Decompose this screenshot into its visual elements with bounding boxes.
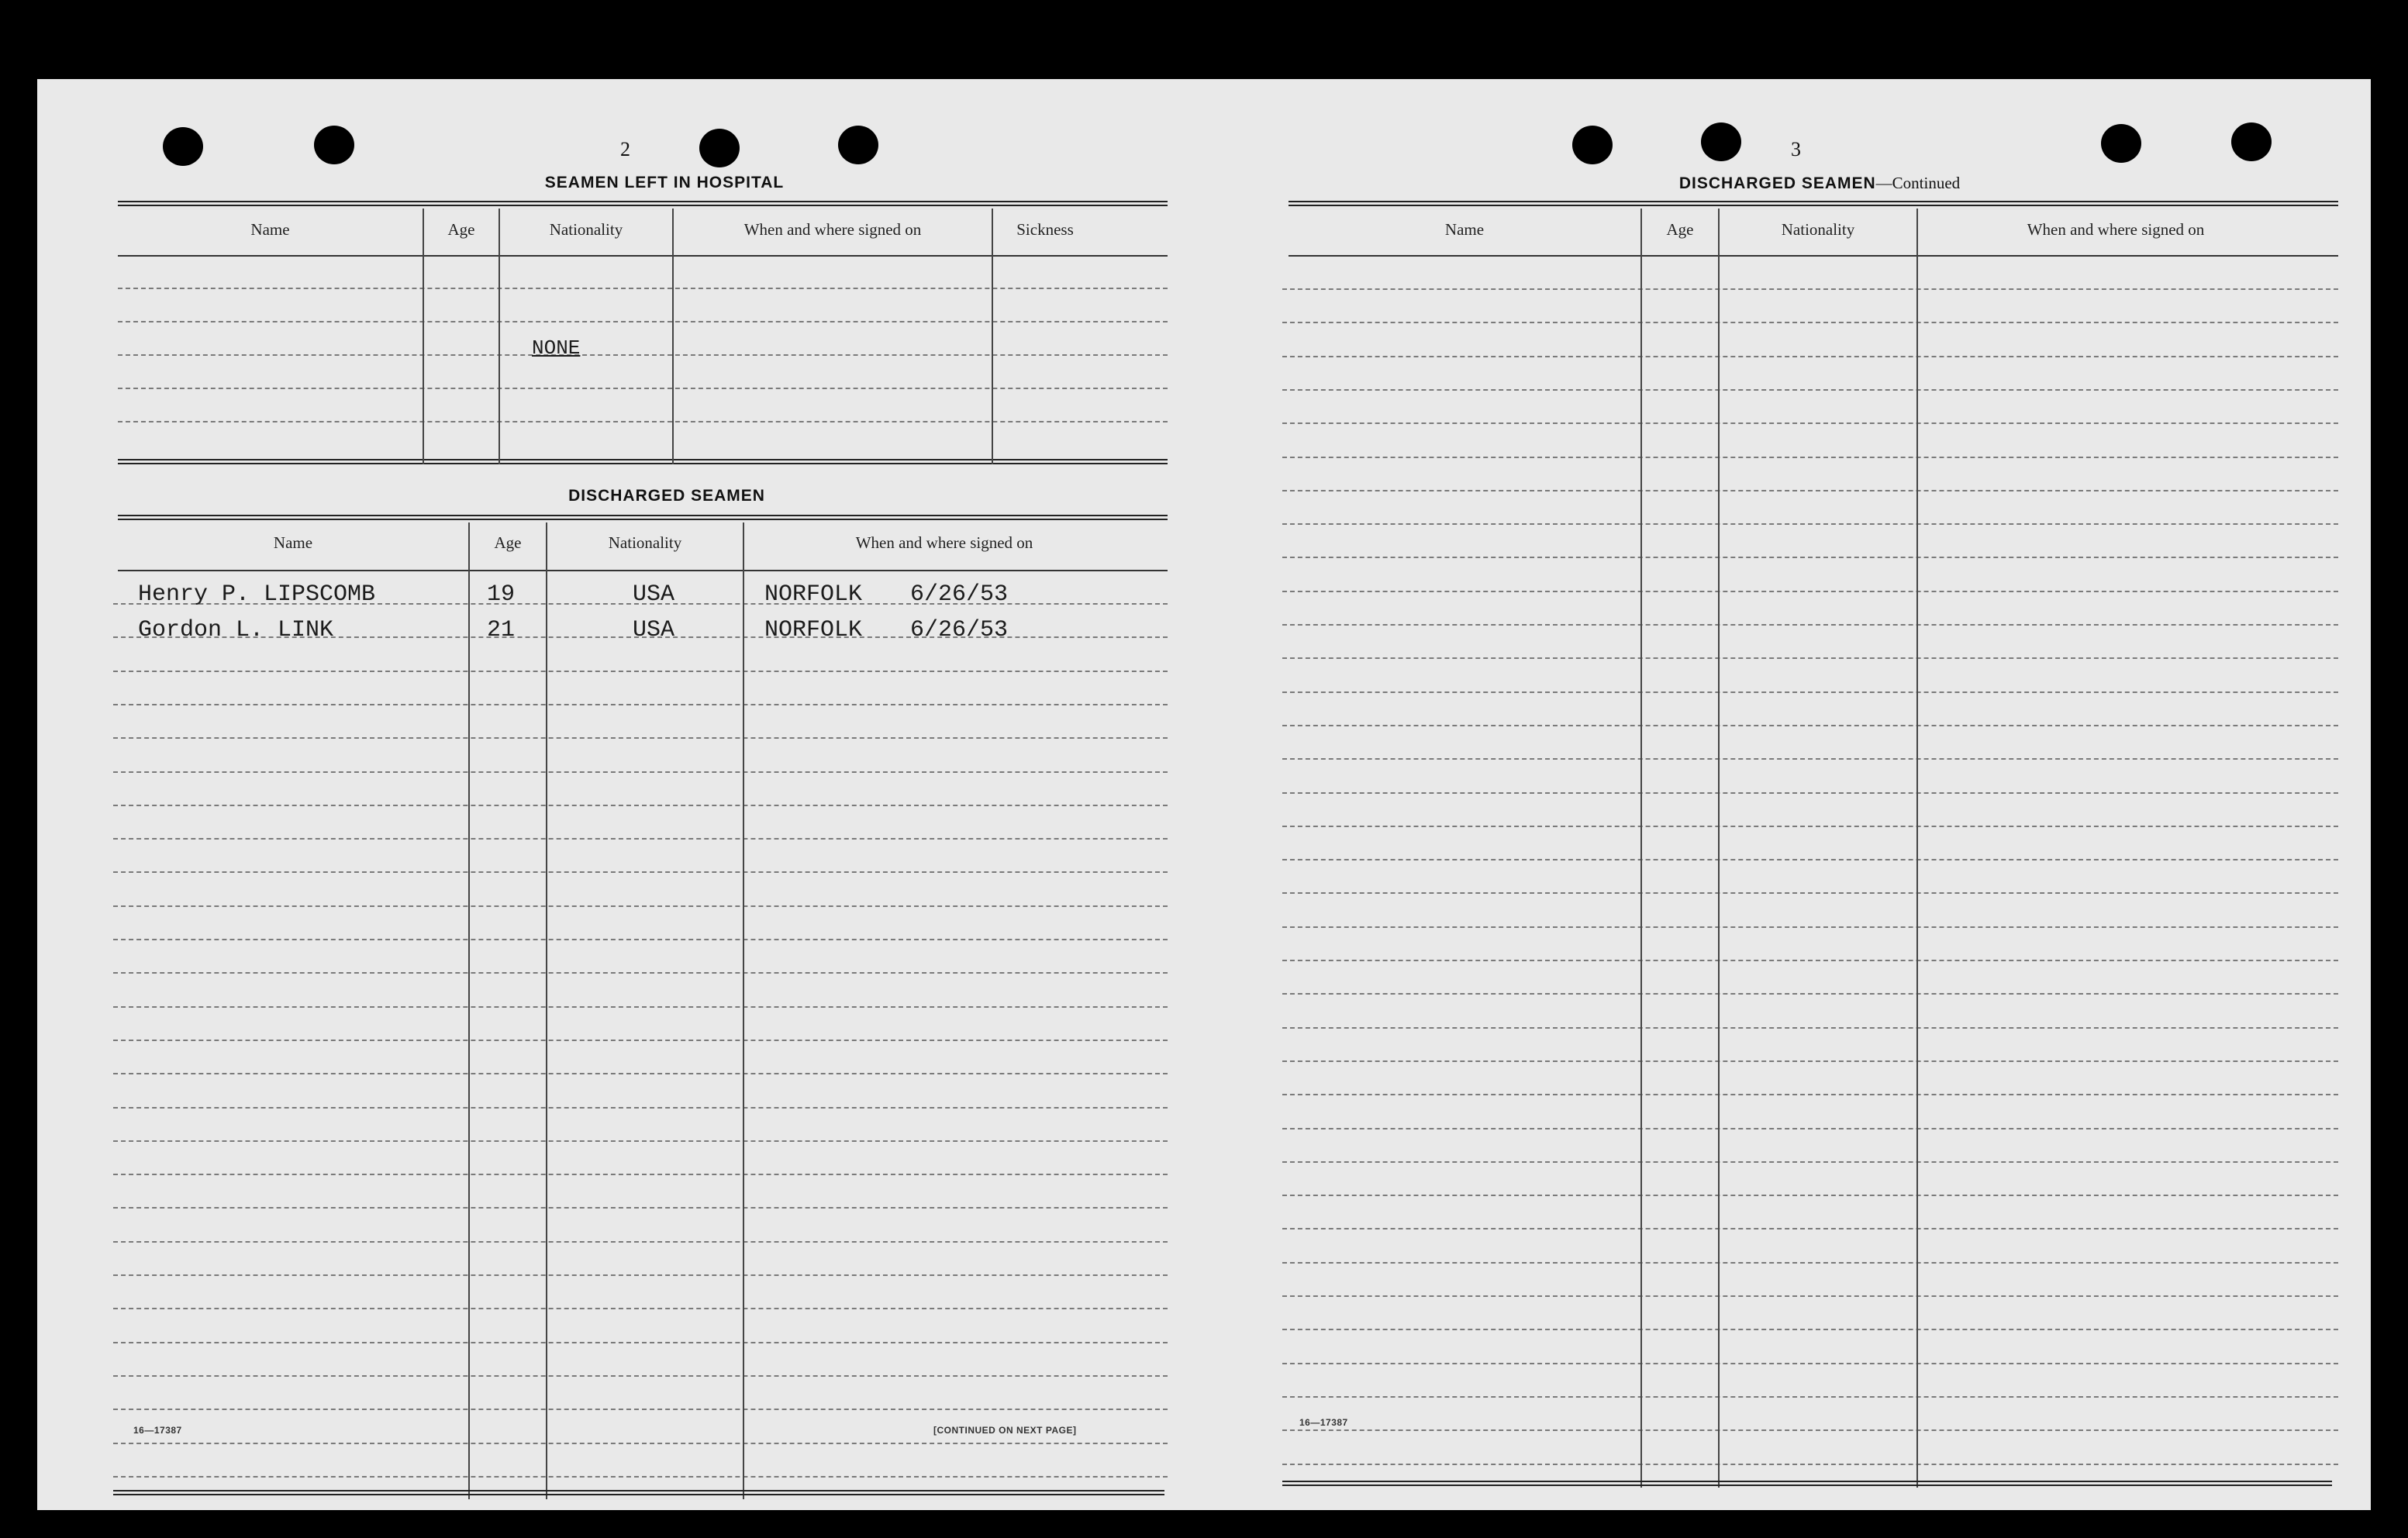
double-rule	[118, 459, 1168, 464]
double-rule	[118, 515, 1168, 520]
ruled-line	[1282, 591, 2338, 592]
double-rule	[1289, 201, 2338, 206]
ruled-line	[1282, 892, 2338, 894]
ruled-line	[113, 1207, 1168, 1209]
punch-hole	[1572, 126, 1613, 164]
column-header-name: Name	[1444, 220, 1485, 239]
signed-on-place: NORFOLK	[764, 617, 863, 643]
ruled-line	[118, 321, 1168, 322]
ruled-line	[113, 1040, 1168, 1041]
column-header-age: Age	[447, 220, 475, 239]
double-rule	[1282, 1481, 2332, 1486]
column-header-name: Name	[250, 220, 290, 239]
ruled-line	[1282, 758, 2338, 760]
column-divider	[1718, 209, 1720, 1488]
ruled-line	[1282, 1060, 2338, 1062]
ruled-line	[1282, 691, 2338, 693]
ruled-line	[113, 905, 1168, 907]
ruled-line	[113, 1140, 1168, 1142]
ruled-line	[1282, 389, 2338, 391]
hospital-section-title: SEAMEN LEFT IN HOSPITAL	[544, 174, 785, 191]
ruled-line	[113, 838, 1168, 840]
seaman-nationality: USA	[633, 581, 675, 608]
double-rule	[118, 201, 1168, 206]
ruled-line	[1282, 356, 2338, 357]
seaman-name: Gordon L. LINK	[138, 617, 334, 643]
ruled-line	[113, 805, 1168, 806]
punch-hole	[699, 129, 740, 167]
signed-on-date: 6/26/53	[910, 581, 1009, 608]
ruled-line	[1282, 1429, 2338, 1431]
ruled-line	[113, 1375, 1168, 1377]
ruled-line	[1282, 657, 2338, 659]
form-number: 16—17387	[133, 1425, 182, 1436]
ruled-line	[113, 1409, 1168, 1410]
column-header-when-where: When and where signed on	[743, 220, 922, 239]
column-divider	[1916, 209, 1918, 1488]
title-main: DISCHARGED SEAMEN	[1678, 174, 1876, 192]
ruled-line	[1282, 1228, 2338, 1229]
ruled-line	[1282, 457, 2338, 458]
discharged-section-title: DISCHARGED SEAMEN	[568, 487, 765, 505]
ruled-line	[113, 1006, 1168, 1008]
ruled-line	[1282, 490, 2338, 491]
signed-on-date: 6/26/53	[910, 617, 1009, 643]
ruled-line	[113, 1308, 1168, 1309]
ruled-line	[1282, 1464, 2338, 1465]
title-continued: —Continued	[1875, 174, 1961, 192]
ruled-line	[1282, 422, 2338, 424]
punch-hole	[163, 127, 203, 166]
ruled-line	[1282, 1396, 2338, 1398]
ruled-line	[113, 871, 1168, 873]
seaman-age: 21	[487, 617, 516, 643]
column-divider	[468, 522, 470, 1499]
column-header-nationality: Nationality	[1781, 220, 1855, 239]
ruled-line	[113, 939, 1168, 940]
column-header-sickness: Sickness	[1016, 220, 1074, 239]
ruled-line	[118, 388, 1168, 389]
ruled-line	[1282, 1329, 2338, 1330]
ruled-line	[113, 1476, 1168, 1478]
ruled-line	[1282, 792, 2338, 794]
column-header-when-where: When and where signed on	[2027, 220, 2205, 239]
ruled-line	[1282, 1161, 2338, 1163]
ruled-line	[113, 1174, 1168, 1175]
ruled-line	[1282, 1363, 2338, 1364]
right-page-number: 3	[1791, 138, 1801, 160]
punch-hole	[1701, 122, 1741, 161]
ruled-line	[1282, 993, 2338, 995]
column-divider	[423, 209, 424, 464]
column-divider	[546, 522, 547, 1499]
ruled-line	[118, 421, 1168, 422]
left-page-number: 2	[620, 138, 630, 160]
punch-hole	[314, 126, 354, 164]
ruled-line	[1282, 523, 2338, 525]
ruled-line	[1282, 1195, 2338, 1196]
ruled-line	[113, 671, 1168, 672]
column-header-nationality: Nationality	[608, 533, 682, 552]
column-divider	[743, 522, 744, 1499]
column-header-age: Age	[494, 533, 522, 552]
ruled-line	[113, 1241, 1168, 1243]
column-header-name: Name	[273, 533, 313, 552]
ruled-line	[113, 1107, 1168, 1109]
ruled-line	[113, 1073, 1168, 1074]
ruled-line	[1282, 859, 2338, 860]
column-divider	[1640, 209, 1642, 1488]
double-rule	[113, 1490, 1164, 1495]
ruled-line	[1282, 826, 2338, 827]
column-header-age: Age	[1666, 220, 1694, 239]
ruled-line	[113, 1443, 1168, 1444]
ruled-line	[113, 1274, 1168, 1276]
punch-hole	[2231, 122, 2272, 161]
column-divider	[672, 209, 674, 464]
ruled-line	[113, 1342, 1168, 1343]
ruled-line	[113, 704, 1168, 705]
document-sheet	[37, 79, 2371, 1510]
column-header-when-where: When and where signed on	[855, 533, 1033, 552]
ruled-line	[1282, 322, 2338, 323]
ruled-line	[1282, 1262, 2338, 1264]
seaman-nationality: USA	[633, 617, 675, 643]
ruled-line	[113, 972, 1168, 974]
hospital-none-entry: NONE	[532, 336, 581, 360]
ruled-line	[1282, 926, 2338, 928]
header-rule	[1289, 255, 2338, 257]
ruled-line	[113, 737, 1168, 739]
seaman-age: 19	[487, 581, 516, 608]
ruled-line	[1282, 1128, 2338, 1129]
ruled-line	[118, 354, 1168, 356]
punch-hole	[2101, 124, 2141, 163]
form-number: 16—17387	[1299, 1417, 1348, 1428]
ruled-line	[1282, 624, 2338, 626]
ruled-line	[1282, 288, 2338, 290]
continued-note: [CONTINUED ON NEXT PAGE]	[933, 1425, 1077, 1436]
column-header-nationality: Nationality	[549, 220, 623, 239]
signed-on-place: NORFOLK	[764, 581, 863, 608]
ruled-line	[1282, 1027, 2338, 1029]
ruled-line	[118, 288, 1168, 289]
header-rule	[118, 255, 1168, 257]
ruled-line	[1282, 1295, 2338, 1297]
seaman-name: Henry P. LIPSCOMB	[138, 581, 376, 608]
ruled-line	[113, 771, 1168, 773]
column-divider	[992, 209, 993, 464]
ruled-line	[1282, 557, 2338, 558]
punch-hole	[838, 126, 878, 164]
ruled-line	[1282, 960, 2338, 961]
ruled-line	[1282, 725, 2338, 726]
column-divider	[499, 209, 500, 464]
ruled-line	[1282, 1094, 2338, 1095]
discharged-continued-title	[1289, 174, 2351, 193]
header-rule	[118, 570, 1168, 571]
